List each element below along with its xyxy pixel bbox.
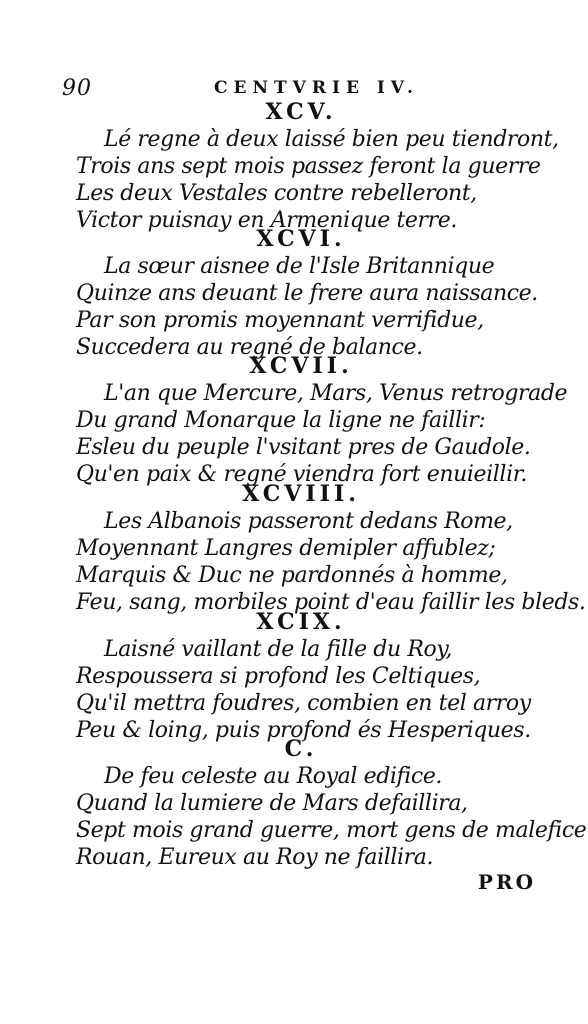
verse-line: Lé regne à deux laissé bien peu tiendront, (104, 127, 559, 152)
verse-line: Quinze ans deuant le frere aura naissance. (76, 281, 538, 306)
verse-line: Laisné vaillant de la fille du Roy, (104, 637, 453, 662)
verse-line: Les deux Vestales contre rebelleront, (76, 181, 477, 206)
quatrain-100 (76, 735, 587, 871)
verse-line: Sept mois grand guerre, mort gens de malefice (76, 818, 587, 843)
quatrain-numeral: XCV. (265, 99, 337, 125)
catchword: PRO (477, 870, 536, 894)
verse-line: Feu, sang, morbiles point d'eau faillir les bleds. (76, 590, 586, 615)
verse-line: Peu & loing, puis profond és Hesperiques. (76, 718, 531, 743)
quatrain-99 (76, 608, 546, 744)
verse-line: De feu celeste au Royal edifice. (104, 764, 443, 789)
verse-line: Du grand Monarque la ligne ne faillir: (76, 408, 486, 433)
verse-line: Marquis & Duc ne pardonnés à homme, (76, 563, 508, 588)
verse-line: Succedera au regné de balance. (76, 335, 423, 360)
verse-line: L'an que Mercure, Mars, Venus retrograde (104, 381, 568, 406)
verse-line: Qu'il mettra foudres, combien en tel arroy (76, 691, 531, 716)
verse-line: Trois ans sept mois passez feront la guerre (76, 154, 541, 179)
quatrain-96 (76, 225, 546, 361)
verse-line: Moyennant Langres demipler affublez; (76, 536, 496, 561)
quatrain-numeral: XCIX. (256, 609, 346, 635)
verse-line: Les Albanois passeront dedans Rome, (104, 509, 513, 534)
verse-line: Quand la lumiere de Mars defaillira, (76, 791, 468, 816)
verse-line: Qu'en paix & regné viendra fort enuieillir. (76, 462, 527, 487)
quatrain-numeral: XCVI. (256, 226, 346, 252)
quatrain-97 (76, 352, 568, 488)
quatrain-98 (76, 480, 586, 616)
verse-line: Respoussera si profond les Celtiques, (76, 664, 481, 689)
quatrain-numeral: XCVII. (249, 353, 353, 379)
quatrain-95 (76, 98, 559, 234)
page-number: 90 (62, 76, 92, 101)
verse-line: Par son promis moyennant verrifidue, (76, 308, 484, 333)
quatrain-numeral: C. (284, 736, 318, 762)
verse-line: Rouan, Eureux au Roy ne faillira. (76, 845, 434, 870)
running-head: CENTVRIE IV. (214, 78, 419, 98)
verse-line: Victor puisnay en Armenique terre. (76, 208, 457, 233)
verse-line: La sœur aisnee de l'Isle Britannique (104, 254, 495, 279)
verse-line: Esleu du peuple l'vsitant pres de Gaudole. (76, 435, 531, 460)
quatrain-numeral: XCVIII. (242, 481, 360, 507)
